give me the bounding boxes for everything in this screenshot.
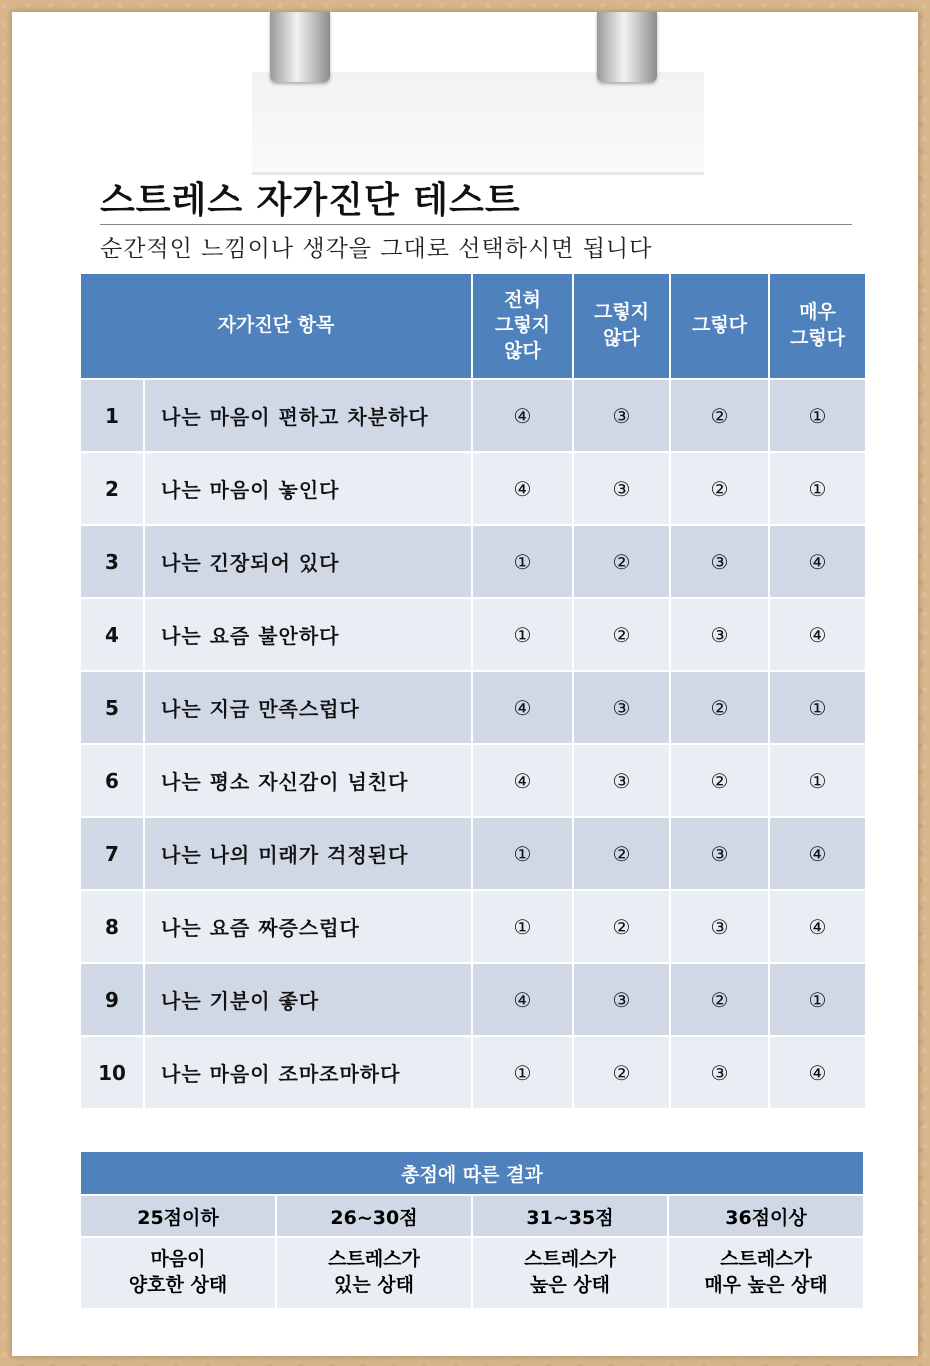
score-cell[interactable]: ④ [472,963,573,1036]
score-cell[interactable]: ③ [670,1036,769,1109]
score-cell[interactable]: ③ [573,379,670,452]
header-option-3: 그렇다 [670,273,769,379]
row-number: 8 [80,890,144,963]
header-option-2: 그렇지 않다 [573,273,670,379]
result-table [79,1150,865,1310]
clipboard-clip-left [270,12,330,82]
self-check-table [79,272,867,1110]
score-cell[interactable]: ④ [472,379,573,452]
table-row [80,890,866,963]
score-cell[interactable]: ④ [769,890,866,963]
result-description: 스트레스가 매우 높은 상태 [668,1237,864,1309]
table-row [80,379,866,452]
header-option-1: 전혀 그렇지 않다 [472,273,573,379]
table-row [80,744,866,817]
clip-shadow [252,72,704,175]
row-question: 나는 기분이 좋다 [144,963,472,1036]
row-number: 7 [80,817,144,890]
row-question: 나는 평소 자신감이 넘친다 [144,744,472,817]
header-item: 자가진단 항목 [80,273,472,379]
row-question: 나는 마음이 조마조마하다 [144,1036,472,1109]
score-cell[interactable]: ① [769,379,866,452]
page-subtitle: 순간적인 느낌이나 생각을 그대로 선택하시면 됩니다 [100,236,653,262]
result-description: 스트레스가 높은 상태 [472,1237,668,1309]
score-cell[interactable]: ② [573,525,670,598]
result-description: 스트레스가 있는 상태 [276,1237,472,1309]
row-question: 나는 긴장되어 있다 [144,525,472,598]
table-row [80,817,866,890]
row-number: 9 [80,963,144,1036]
row-question: 나는 나의 미래가 걱정된다 [144,817,472,890]
row-number: 1 [80,379,144,452]
table-row [80,671,866,744]
score-cell[interactable]: ② [670,452,769,525]
score-cell[interactable]: ③ [573,744,670,817]
score-cell[interactable]: ① [769,671,866,744]
result-title: 총점에 따른 결과 [80,1151,864,1195]
result-range-row [80,1195,864,1237]
row-question: 나는 요즘 불안하다 [144,598,472,671]
result-range: 36점이상 [668,1195,864,1237]
score-cell[interactable]: ① [472,598,573,671]
score-cell[interactable]: ③ [573,452,670,525]
score-cell[interactable]: ② [573,598,670,671]
row-question: 나는 요즘 짜증스럽다 [144,890,472,963]
score-cell[interactable]: ② [573,817,670,890]
score-cell[interactable]: ② [573,890,670,963]
score-cell[interactable]: ④ [472,671,573,744]
result-range: 26~30점 [276,1195,472,1237]
result-desc-row [80,1237,864,1309]
row-question: 나는 마음이 편하고 차분하다 [144,379,472,452]
score-cell[interactable]: ① [769,963,866,1036]
score-cell[interactable]: ① [472,525,573,598]
row-question: 나는 마음이 놓인다 [144,452,472,525]
result-header-row [80,1151,864,1195]
score-cell[interactable]: ① [769,452,866,525]
score-cell[interactable]: ② [670,963,769,1036]
score-cell[interactable]: ④ [769,817,866,890]
header-option-4: 매우 그렇다 [769,273,866,379]
score-cell[interactable]: ① [472,1036,573,1109]
row-question: 나는 지금 만족스럽다 [144,671,472,744]
clipboard-clip-right [597,12,657,82]
result-description: 마음이 양호한 상태 [80,1237,276,1309]
title-divider [100,224,852,225]
row-number: 5 [80,671,144,744]
score-cell[interactable]: ① [769,744,866,817]
result-range: 25점이하 [80,1195,276,1237]
score-cell[interactable]: ② [670,744,769,817]
row-number: 2 [80,452,144,525]
score-cell[interactable]: ③ [670,890,769,963]
score-cell[interactable]: ④ [472,744,573,817]
row-number: 6 [80,744,144,817]
score-cell[interactable]: ④ [472,452,573,525]
score-cell[interactable]: ① [472,817,573,890]
score-cell[interactable]: ④ [769,525,866,598]
row-number: 3 [80,525,144,598]
table-row [80,963,866,1036]
score-cell[interactable]: ③ [573,671,670,744]
score-cell[interactable]: ③ [573,963,670,1036]
table-row [80,1036,866,1109]
row-number: 10 [80,1036,144,1109]
row-number: 4 [80,598,144,671]
page-title: 스트레스 자가진단 테스트 [100,180,521,221]
score-cell[interactable]: ③ [670,598,769,671]
score-cell[interactable]: ② [573,1036,670,1109]
table-header-row [80,273,866,379]
score-cell[interactable]: ④ [769,598,866,671]
score-cell[interactable]: ② [670,671,769,744]
result-range: 31~35점 [472,1195,668,1237]
table-row [80,525,866,598]
score-cell[interactable]: ② [670,379,769,452]
score-cell[interactable]: ① [472,890,573,963]
table-row [80,452,866,525]
table-row [80,598,866,671]
score-cell[interactable]: ③ [670,817,769,890]
score-cell[interactable]: ③ [670,525,769,598]
score-cell[interactable]: ④ [769,1036,866,1109]
